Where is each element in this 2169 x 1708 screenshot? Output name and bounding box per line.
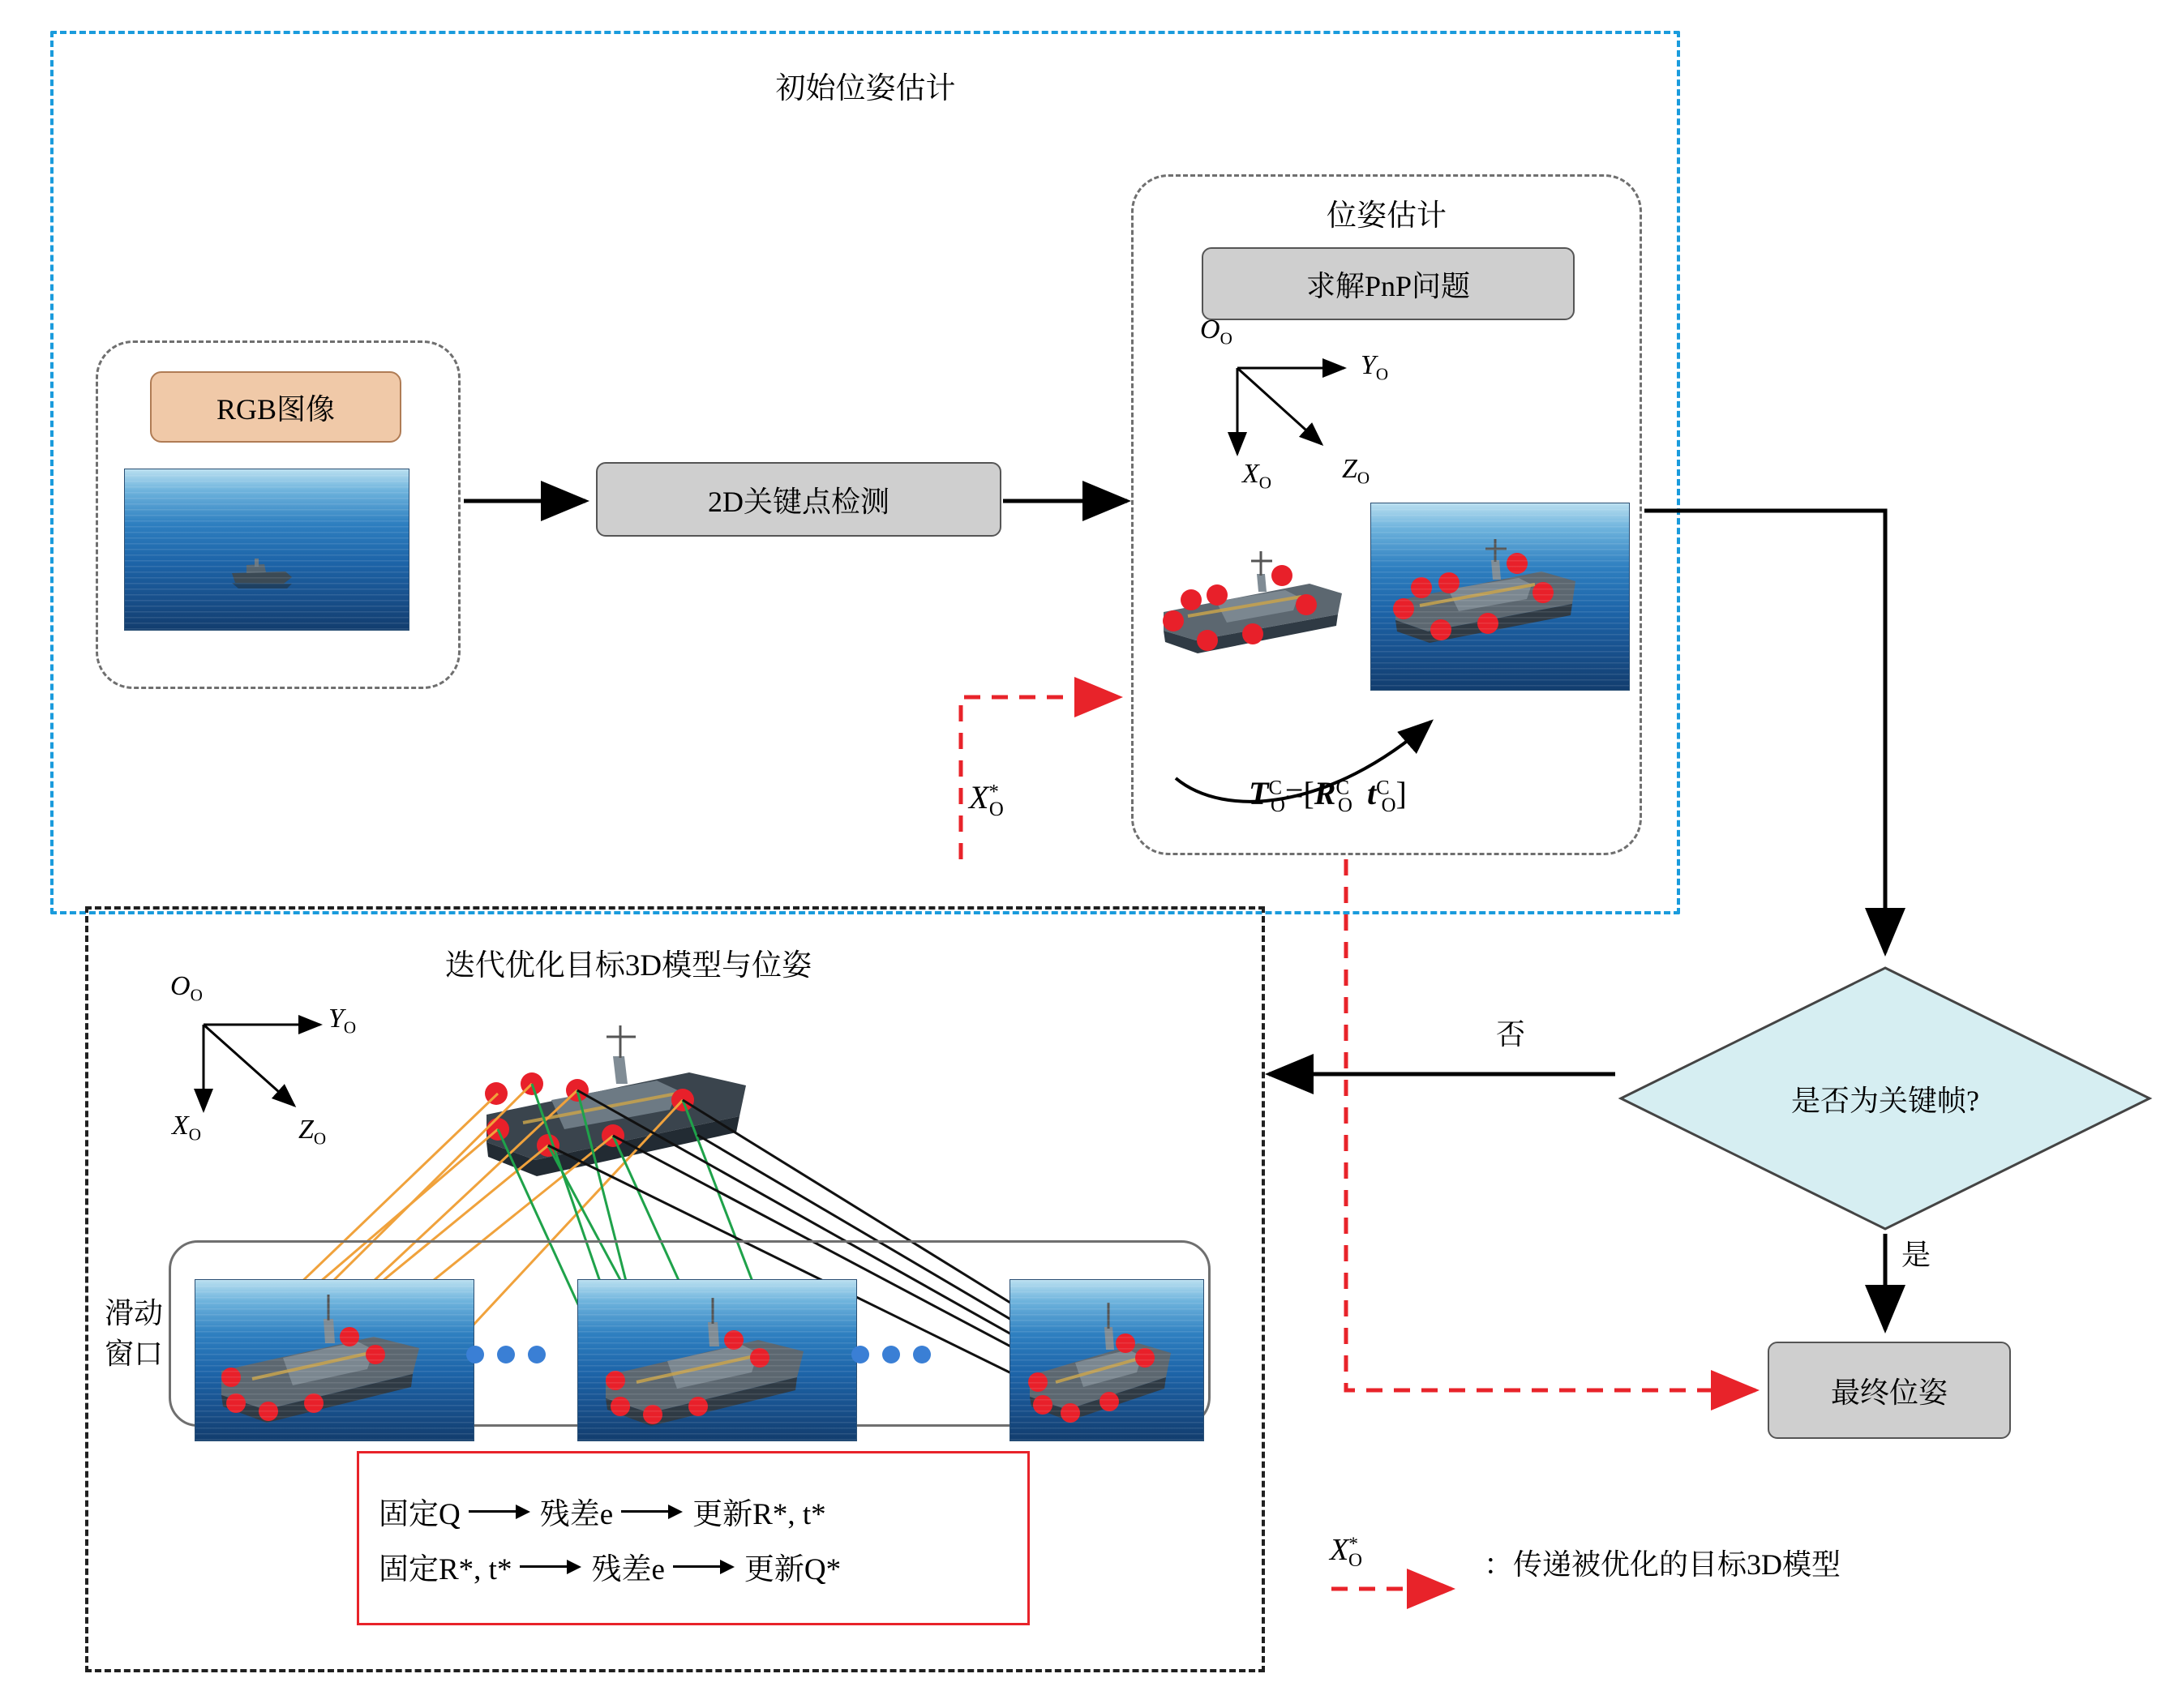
sliding-window-label-line1: 滑动: [104, 1297, 163, 1329]
legend-description: ：传递被优化的目标3D模型: [1484, 1548, 1841, 1581]
formula-arrow-icon: [621, 1504, 684, 1518]
keyframe-decision-label: 是否为关键帧?: [1791, 1084, 1979, 1117]
window-ellipsis-1: [466, 1346, 546, 1363]
window-frame-2: [577, 1279, 857, 1441]
pose-frame-y-label: $Y_O$: [1361, 350, 1389, 384]
sliding-window-label-line2: 窗口: [104, 1338, 163, 1370]
solve-pnp-box: 求解PnP问题: [1202, 247, 1575, 320]
iter-frame-y-label: $Y_O$: [328, 1004, 357, 1038]
formula-row-2: [379, 1544, 1027, 1588]
red-dashed-branch-label: $X^*_O$: [969, 779, 1004, 820]
formula-row2-a: 固定R*, t*: [379, 1552, 512, 1586]
pose-frame-origin-label: $O_O$: [1200, 315, 1232, 349]
sliding-window-label: [89, 1293, 178, 1374]
title-initial-pose-estimation: 初始位姿估计: [775, 72, 956, 105]
legend-symbol: $X^*_O$: [1330, 1533, 1363, 1572]
title-pose-estimation: 位姿估计: [1327, 199, 1447, 233]
window-ellipsis-2: [851, 1346, 931, 1363]
formula-row1-c: 更新R*, t*: [692, 1497, 826, 1531]
decision-yes-label: 是: [1901, 1239, 1931, 1271]
rgb-image-label: RGB图像: [150, 371, 401, 443]
optimization-formula-box: [357, 1451, 1030, 1625]
formula-arrow-icon: [673, 1559, 736, 1573]
pose-frame-x-label: $X_O$: [1242, 459, 1272, 493]
formula-row2-c: 更新Q*: [744, 1552, 842, 1586]
formula-row2-b: 残差e: [591, 1552, 665, 1586]
iter-frame-x-label: $X_O$: [172, 1111, 202, 1145]
legend: [1330, 1524, 2060, 1621]
window-frame-3: [1009, 1279, 1204, 1441]
keypoint-detection-box: 2D关键点检测: [596, 462, 1001, 537]
window-frame-1: [195, 1279, 474, 1441]
formula-arrow-icon: [469, 1504, 532, 1518]
iter-frame-origin-label: $O_O$: [170, 971, 203, 1005]
formula-row1-b: 残差e: [539, 1497, 614, 1531]
pose-frame-z-label: $Z_O$: [1342, 454, 1370, 488]
legend-dashed-arrow-icon: [1330, 1579, 1476, 1600]
final-pose-box: 最终位姿: [1768, 1342, 2011, 1439]
formula-row-1: [379, 1489, 1027, 1533]
title-iterative-optimization: 迭代优化目标3D模型与位姿: [444, 949, 812, 982]
transform-equation-label: $T^C_O=[R^C_O$ $t^C_O$]: [1249, 775, 1407, 816]
decision-no-label: 否: [1496, 1018, 1526, 1051]
formula-row1-a: 固定Q: [379, 1497, 461, 1531]
iter-frame-z-label: $Z_O$: [298, 1115, 327, 1149]
formula-arrow-icon: [520, 1559, 583, 1573]
